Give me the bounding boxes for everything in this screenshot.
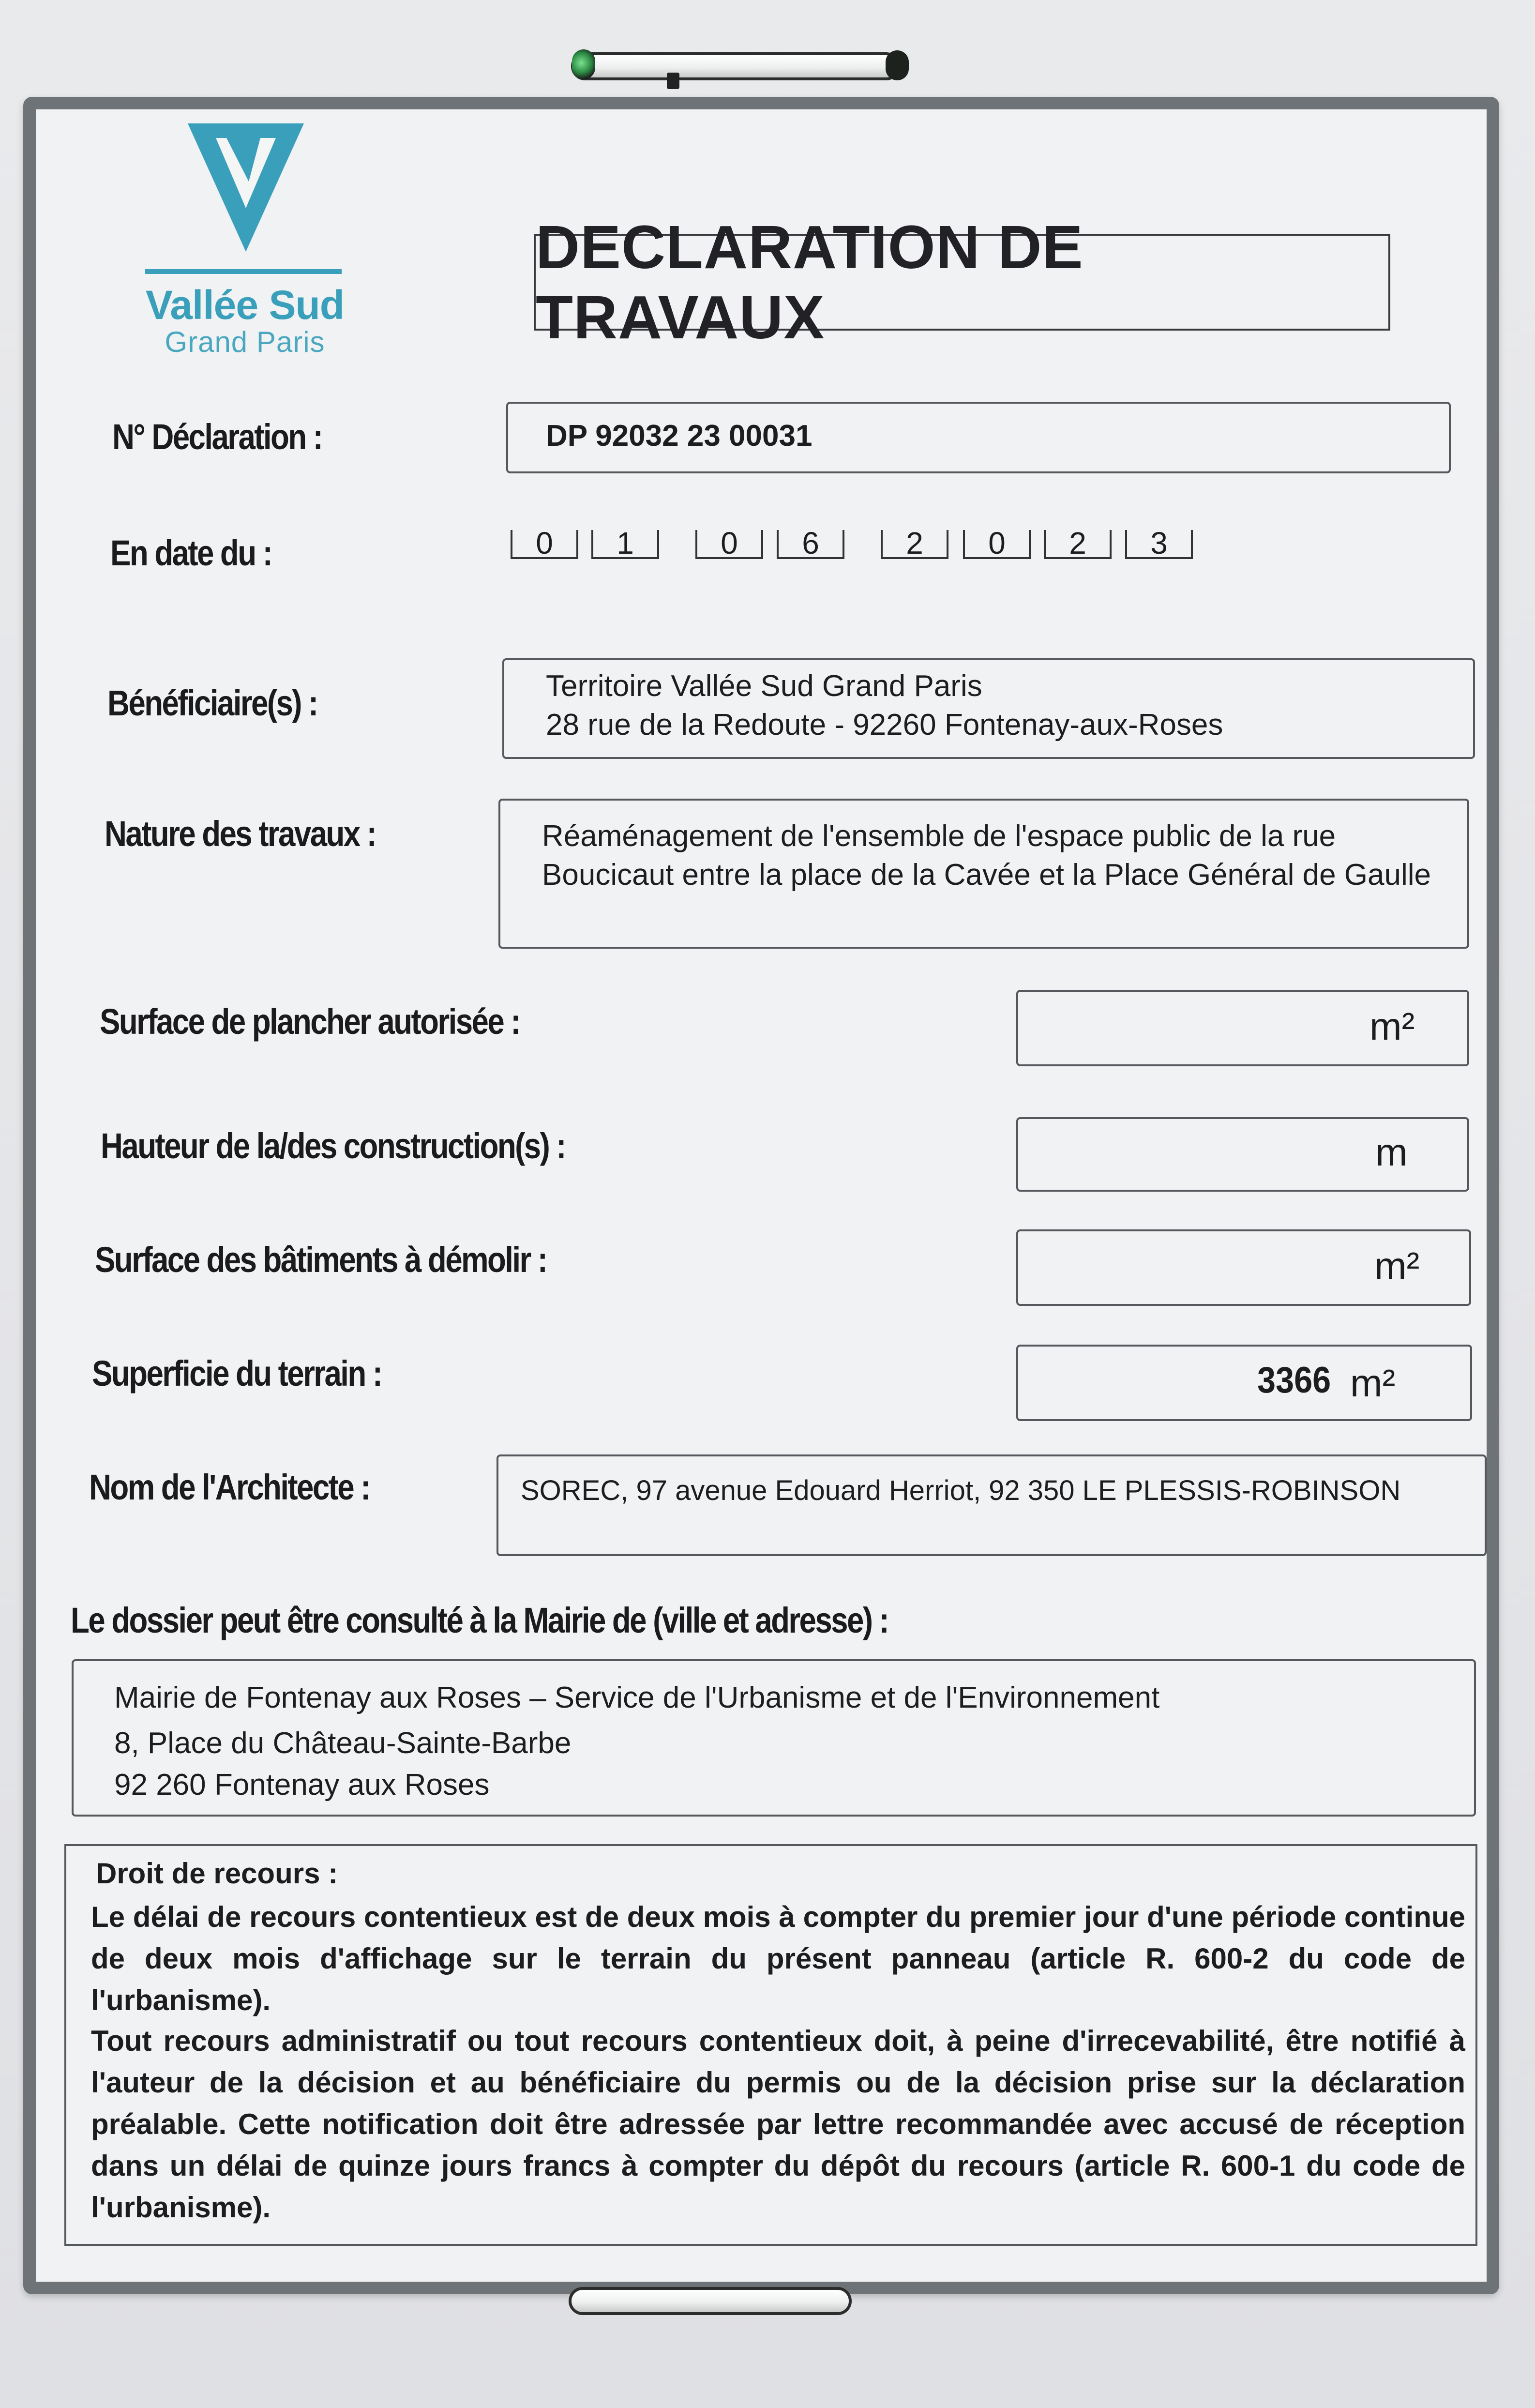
hauteur-unit: m — [1375, 1131, 1408, 1174]
consultation-label: Le dossier peut être consulté à la Mairie de (ville et adresse) : — [71, 1600, 888, 1640]
logo-rule — [145, 269, 342, 274]
recours-title: Droit de recours : — [96, 1857, 338, 1890]
architecte-label: Nom de l'Architecte : — [89, 1467, 370, 1507]
hauteur-label: Hauteur de la/des construction(s) : — [101, 1126, 565, 1166]
beneficiaire-line-1: Territoire Vallée Sud Grand Paris — [546, 669, 982, 703]
surface-demolir-unit: m² — [1374, 1244, 1420, 1287]
nature-label: Nature des travaux : — [105, 814, 376, 854]
top-hook-left-clip — [572, 49, 595, 79]
top-hook-notch — [667, 73, 679, 89]
top-hanging-hook — [571, 52, 900, 80]
date-digit-5: 2 — [881, 530, 948, 559]
date-digit-4: 6 — [777, 530, 844, 559]
superficie-field — [1016, 1345, 1472, 1421]
date-digit-6: 0 — [963, 530, 1031, 559]
declaration-label: N° Déclaration : — [112, 417, 322, 457]
date-digit-2: 1 — [591, 530, 659, 559]
surface-plancher-label: Surface de plancher autorisée : — [100, 1001, 520, 1042]
architecte-value: SOREC, 97 avenue Edouard Herriot, 92 350 LE PLESSIS-ROBINSON — [521, 1475, 1401, 1506]
nature-line-1: Réaménagement de l'ensemble de l'espace public de la rue — [542, 819, 1336, 853]
superficie-label: Superficie du terrain : — [92, 1353, 382, 1393]
date-digit-3: 0 — [695, 530, 763, 559]
page-title: DECLARATION DE TRAVAUX — [536, 213, 1084, 351]
declaration-number: DP 92032 23 00031 — [546, 419, 813, 453]
recours-paragraph-1: Le délai de recours contentieux est de deux mois à compter du premier jour d'une période continue de deux mois d'affichage sur le terrain du présent panneau (article R. 600-2 du code de l'urbanisme). — [91, 1901, 1465, 2016]
date-digit-7: 2 — [1044, 530, 1112, 559]
date-digit-8: 3 — [1125, 530, 1193, 559]
logo-subtitle: Grand Paris — [165, 326, 325, 358]
nature-line-2: Boucicaut entre la place de la Cavée et la Place Général de Gaulle — [542, 858, 1431, 892]
date-digit-1: 0 — [511, 530, 578, 559]
surface-demolir-label: Surface des bâtiments à démolir : — [95, 1240, 547, 1280]
top-hook-right-clip — [886, 50, 909, 80]
date-label: En date du : — [110, 533, 272, 573]
bottom-hanging-hook — [569, 2287, 852, 2315]
superficie-value: 3366 — [1257, 1360, 1331, 1401]
mairie-line-1: Mairie de Fontenay aux Roses – Service de l'Urbanisme et de l'Environnement — [114, 1681, 1160, 1714]
surface-plancher-unit: m² — [1369, 1005, 1415, 1048]
recours-paragraph-2: Tout recours administratif ou tout recours contentieux doit, à peine d'irrecevabilité, être notifié à l'auteur de la décision et au bénéficiaire du permis ou de la décision prise sur la déclaration préalable. Cette notification doit être adressée par lettre recommandée avec accusé de réception dans un délai de quinze jours francs à compter du dépôt du recours (article R. 600-1 du code de l'urbanisme). — [91, 2025, 1465, 2224]
mairie-line-3: 92 260 Fontenay aux Roses — [114, 1768, 490, 1802]
beneficiaire-line-2: 28 rue de la Redoute - 92260 Fontenay-aux-Roses — [546, 708, 1223, 742]
logo-name: Vallée Sud — [145, 282, 345, 328]
vallee-sud-logo-icon — [188, 123, 304, 254]
mairie-line-2: 8, Place du Château-Sainte-Barbe — [114, 1726, 572, 1760]
beneficiaire-label: Bénéficiaire(s) : — [107, 683, 317, 723]
superficie-unit: m² — [1350, 1362, 1396, 1405]
title-box — [534, 213, 1390, 351]
